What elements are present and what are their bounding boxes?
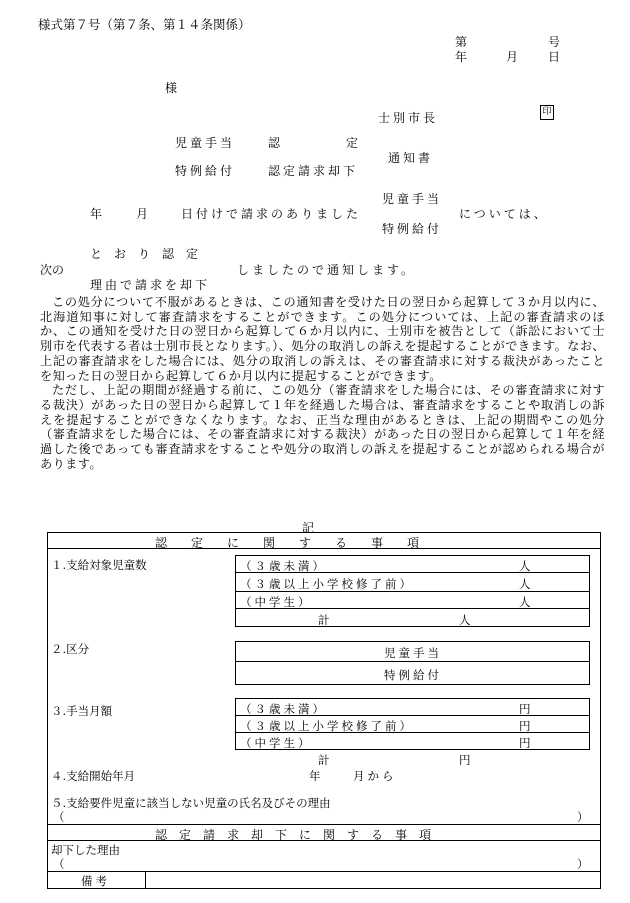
unit-person: 人 bbox=[459, 613, 471, 627]
form-id: 様式第７号（第７条、第１４条関係） bbox=[38, 17, 251, 32]
divider bbox=[47, 824, 601, 825]
issuer: 士別市長 bbox=[378, 111, 439, 125]
divider bbox=[47, 871, 601, 872]
unit-person: 人 bbox=[519, 559, 531, 573]
count-row-under3: （３歳未満） bbox=[240, 559, 327, 573]
intro-tokurei-kyufu: 特例給付 bbox=[382, 222, 443, 236]
count-row-junior-high: （中学生） bbox=[240, 595, 313, 609]
item3-label: ３.手当月額 bbox=[51, 704, 113, 718]
item5-label: ５.支給要件児童に該当しない児童の氏名及びその理由 bbox=[51, 796, 331, 810]
title-tei: 定 bbox=[346, 136, 359, 150]
seal-mark: 印 bbox=[540, 105, 554, 120]
date-year: 年 bbox=[455, 50, 468, 64]
intro-shimashita: しましたので通知します。 bbox=[237, 263, 417, 277]
intro-phrase: 日付けで請求のありました bbox=[181, 207, 362, 221]
intro-year: 年 bbox=[90, 207, 103, 221]
appeal-paragraph-2: ただし、上記の期間が経過する前に、この処分（審査請求をした場合には、その審査請求に対する裁決）があった日の翌日から起算して１年を経過した場合は、審査請求をすることや取消しの訴えを提起することができなくなります。なお、正当な理由があるときは、上記の期間やこの処分（審査請求をした場合には、その審査請求に対する裁決）があった日の翌日から起算して１年を経過した後であっても審査請求をすることや処分の取消しの訴えを提起することが認められる場合があります。 bbox=[40, 383, 605, 471]
divider bbox=[145, 871, 146, 889]
doc-number-dai: 第 bbox=[455, 35, 468, 49]
kubun-jidou-teate: 児童手当 bbox=[384, 646, 442, 660]
unit-yen: 円 bbox=[519, 702, 531, 716]
bikou-label: 備考 bbox=[81, 874, 110, 888]
unit-person: 人 bbox=[519, 595, 531, 609]
amount-total-label: 計 bbox=[318, 753, 330, 767]
intro-tsugi-no: 次の bbox=[40, 263, 65, 277]
item4-label: ４.支給開始年月 bbox=[51, 769, 136, 783]
appeal-paragraph-1: この処分について不服があるときは、この通知書を受けた日の翌日から起算して３か月以内に、北海道知事に対して審査請求をすることができます。この処分については、上記の審査請求のほか、この通知を受けた日の翌日から起算して６か月以内に、士別市を被告として（訴訟において士別市を代表する者は士別市長となります。）、処分の取消しの訴えを提起することができます。なお、上記の審査請求をした場合には、処分の取消しの訴えは、その審査請求に対する裁決があったことを知った日の翌日から起算して６か月以内に提起することができます。 bbox=[40, 295, 605, 383]
intro-nitsuite: については、 bbox=[459, 207, 549, 221]
unit-yen: 円 bbox=[519, 719, 531, 733]
divider bbox=[47, 840, 601, 841]
addressee-sama: 様 bbox=[165, 81, 178, 95]
intro-riyuu-kyakka: 理由で請求を却下 bbox=[90, 278, 211, 292]
amount-row-under3: （３歳未満） bbox=[240, 702, 327, 716]
intro-jidou-teate: 児童手当 bbox=[382, 192, 443, 206]
amount-row-preschool: （３歳以上小学校修了前） bbox=[240, 719, 414, 733]
nintei-header: 認 定 に 関 す る 事 項 bbox=[155, 536, 420, 550]
unit-person: 人 bbox=[519, 577, 531, 591]
paren-close: ） bbox=[577, 857, 589, 871]
item2-label: ２.区分 bbox=[51, 642, 90, 656]
kyakka-header: 認 定 請 求 却 下 に 関 す る 事 項 bbox=[155, 828, 432, 842]
title-tsuchisho: 通知書 bbox=[388, 151, 434, 165]
date-day: 日 bbox=[548, 50, 561, 64]
count-row-preschool: （３歳以上小学校修了前） bbox=[240, 577, 414, 591]
unit-yen: 円 bbox=[459, 753, 471, 767]
title-jidou-teate: 児童手当 bbox=[175, 136, 236, 150]
paren-close: ） bbox=[577, 810, 589, 824]
title-tokurei-kyufu: 特例給付 bbox=[175, 164, 236, 178]
paren-open: （ bbox=[53, 857, 65, 871]
unit-yen: 円 bbox=[519, 736, 531, 750]
ki-label: 記 bbox=[302, 521, 315, 535]
item4-month: 月から bbox=[353, 769, 397, 783]
divider bbox=[47, 548, 601, 549]
count-total-label: 計 bbox=[318, 613, 330, 627]
title-nin: 認 bbox=[268, 136, 281, 150]
appeal-notice bbox=[40, 295, 605, 471]
doc-number-go: 号 bbox=[548, 35, 561, 49]
title-nintei-kyakka: 認定請求却下 bbox=[268, 164, 359, 178]
intro-toori-nintei: と お り 認 定 bbox=[90, 247, 199, 261]
kubun-tokurei-kyufu: 特例給付 bbox=[384, 668, 442, 682]
item1-label: １.支給対象児童数 bbox=[51, 558, 147, 572]
date-month: 月 bbox=[506, 50, 519, 64]
paren-open: （ bbox=[53, 810, 65, 824]
amount-row-junior-high: （中学生） bbox=[240, 736, 313, 750]
item4-year: 年 bbox=[309, 769, 321, 783]
intro-month: 月 bbox=[136, 207, 149, 221]
kyakka-reason-label: 却下した理由 bbox=[51, 843, 120, 857]
